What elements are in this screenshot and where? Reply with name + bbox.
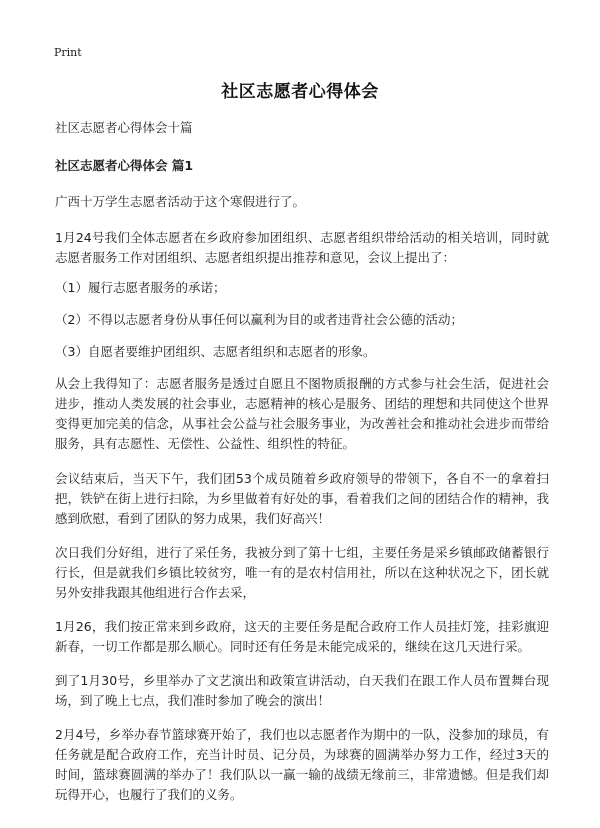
paragraph-intro: 广西十万学生志愿者活动于这个寒假进行了。 [55,194,306,209]
list-item-1: （1）履行志愿者服务的承诺； [55,280,226,295]
list-item-3: （3）自愿者要维护团组织、志愿者组织和志愿者的形象。 [55,344,376,359]
document-subtitle: 社区志愿者心得体会十篇 [55,120,193,135]
paragraph-training: 1月24号我们全体志愿者在乡政府参加团组织、志愿者组织带给活动的相关培训，同时就志愿者服务工作对团组织、志愿者组织提出推荐和意见，会议上提出了： [55,230,549,265]
paragraph-learned: 从会上我得知了：志愿者服务是透过自愿且不图物质报酬的方式参与社会生活，促进社会进步，推动人类发展的社会事业，志愿精神的核心是服务、团结的理想和共同使这个世界变得更加完美的信念，从事社会公益与社会服务事业，为改善社会和推动社会进步而带给服务，具有志愿性、无偿性、公益性、组织性的特征。 [55,376,549,451]
paragraph-after-meeting: 会议结束后，当天下午，我们团53个成员随着乡政府领导的带领下，各自不一的拿着扫把，铁铲在街上进行扫除，为乡里做着有好处的事，看着我们之间的团结合作的精神，我感到欣慰，看到了团队的努力成果，我们好高兴！ [55,471,549,526]
list-item-2: （2）不得以志愿者身份从事任何以赢利为目的或者违背社会公德的活动； [55,312,463,327]
section-heading: 社区志愿者心得体会 篇1 [55,158,194,173]
paragraph-feb-4: 2月4号，乡举办春节篮球赛开始了，我们也以志愿者作为期中的一队，没参加的球员，有任务就是配合政府工作，充当计时员、记分员，为球赛的圆满举办努力工作，经过3天的时间，篮球赛圆满的举办了！我们队以一赢一输的战绩无缘前三，非常遗憾。但是我们却玩得开心，也履行了我们的义务。 [55,727,549,802]
print-label: Print [54,46,82,59]
paragraph-next-day: 次日我们分好组，进行了采任务，我被分到了第十七组，主要任务是采乡镇邮政储蓄银行行长，但是就我们乡镇比较贫穷，唯一有的是农村信用社，所以在这种状况之下，团长就另外安排我跟其他组进行合作去采， [55,545,549,600]
paragraph-jan-26: 1月26，我们按正常来到乡政府，这天的主要任务是配合政府工作人员挂灯笼，挂彩旗迎新春，一切工作都是那么顺心。同时还有任务是未能完成采的，继续在这几天进行采。 [55,619,549,654]
document-body [55,112,549,805]
page-title: 社区志愿者心得体会 [221,82,379,102]
paragraph-jan-30: 到了1月30号，乡里举办了文艺演出和政策宣讲活动，白天我们在跟工作人员布置舞台现场，到了晚上七点，我们准时参加了晚会的演出！ [55,673,549,708]
